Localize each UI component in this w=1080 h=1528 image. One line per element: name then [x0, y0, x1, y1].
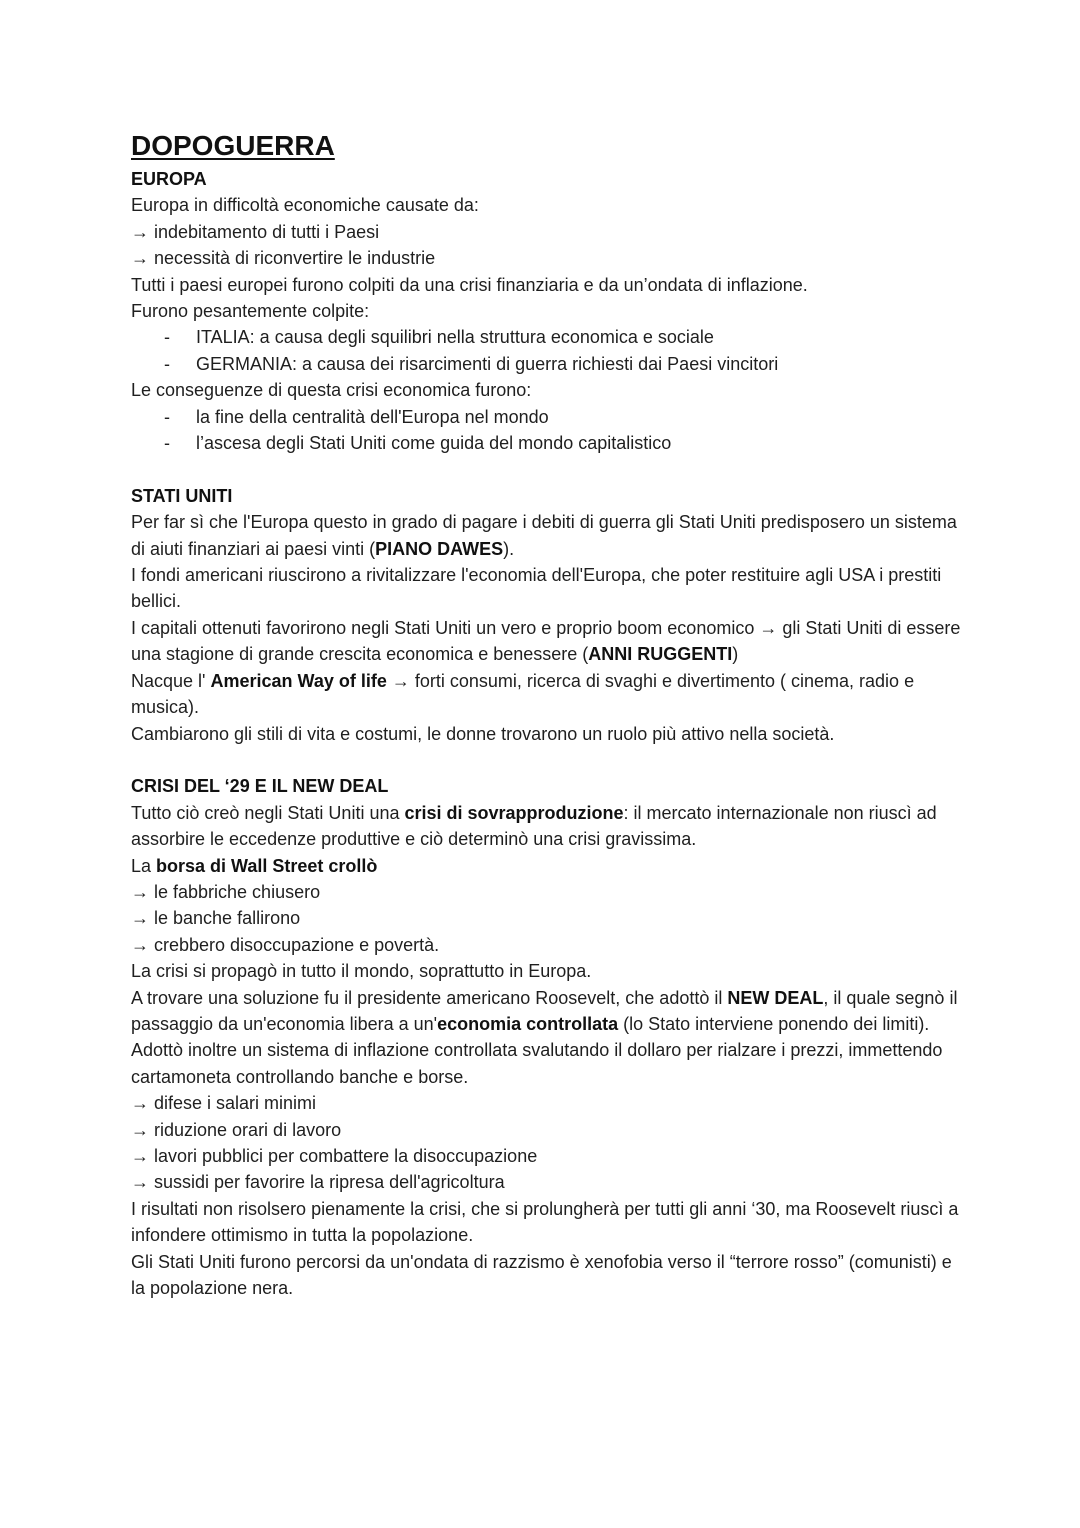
crisi-effect-1: → le fabbriche chiusero — [131, 881, 321, 902]
stati-uniti-paragraph-1: Per far sì che l'Europa questo in grado di pagare i debiti di guerra gli Stati Uniti predisposero un sistema di aiuti finanziari ai paesi vinti (PIANO DAWES). — [131, 512, 957, 559]
new-deal-bold: NEW DEAL — [727, 987, 824, 1008]
piano-dawes-bold: PIANO DAWES — [375, 538, 504, 559]
crisi-effect-2: → le banche fallirono — [131, 908, 301, 929]
bullet-dash: - — [164, 433, 170, 454]
europa-hit-text-1: ITALIA: a causa degli squilibri nella struttura economica e sociale — [196, 327, 714, 348]
crisi-measure-3: → lavori pubblici per combattere la disoccupazione — [131, 1146, 538, 1166]
sovrapproduzione-bold: crisi di sovrapproduzione — [404, 802, 624, 823]
american-way-bold: American Way of life — [210, 670, 387, 691]
stati-uniti-paragraph-4: Nacque l' American Way of life → forti consumi, ricerca di svaghi e divertimento ( cinema, radio e musica). — [131, 670, 915, 718]
crisi-effect-3: → crebbero disoccupazione e povertà. — [131, 934, 440, 955]
europa-intro: Europa in difficoltà economiche causate da: — [131, 195, 479, 216]
europa-crisis: Tutti i paesi europei furono colpiti da una crisi finanziaria e da un’ondata di inflazione. — [131, 274, 808, 295]
crisi-paragraph-7: Gli Stati Uniti furono percorsi da un'ondata di razzismo è xenofobia verso il “terrore rosso” (comunisti) e la popolazione nera. — [131, 1251, 952, 1299]
stati-uniti-paragraph-5: Cambiarono gli stili di vita e costumi, le donne trovarono un ruolo più attivo nella società. — [131, 723, 835, 744]
stati-uniti-paragraph-2: I fondi americani riuscirono a rivitalizzare l'economia dell'Europa, che poter restituire agli USA i prestiti bellici. — [131, 565, 942, 612]
europa-hit-item-2 — [131, 351, 961, 377]
page-title: DOPOGUERRA — [131, 130, 335, 161]
economia-controllata-bold: economia controllata — [437, 1013, 619, 1034]
europa-consequence-item-2 — [131, 430, 961, 456]
section-heading-crisi: CRISI DEL ‘29 E IL NEW DEAL — [131, 776, 389, 797]
anni-ruggenti-bold: ANNI RUGGENTI — [588, 644, 733, 665]
europa-cause-2: → necessità di riconvertire le industrie — [131, 248, 436, 269]
section-gap — [131, 747, 961, 773]
bullet-dash: - — [164, 406, 170, 427]
crisi-measure-2: → riduzione orari di lavoro — [131, 1119, 342, 1140]
crisi-measure-4: → sussidi per favorire la ripresa dell'agricoltura — [131, 1172, 505, 1193]
wall-street-bold: borsa di Wall Street crollò — [156, 855, 378, 876]
europa-hit-intro: Furono pesantemente colpite: — [131, 301, 370, 322]
europa-consequence-item-1 — [131, 404, 961, 430]
europa-hit-text-2: GERMANIA: a causa dei risarcimenti di guerra richiesti dai Paesi vincitori — [196, 353, 779, 374]
bullet-dash: - — [164, 327, 170, 348]
europa-consequences-intro: Le conseguenze di questa crisi economica furono: — [131, 380, 532, 401]
europa-cause-1: → indebitamento di tutti i Paesi — [131, 221, 380, 242]
stati-uniti-paragraph-3: I capitali ottenuti favorirono negli Stati Uniti un vero e proprio boom economico → gli Stati Uniti di essere una stagione di grande crescita economica e benessere (ANNI RUGGENTI) — [131, 617, 961, 665]
crisi-measure-1: → difese i salari minimi — [131, 1093, 317, 1114]
crisi-paragraph-6: I risultati non risolsero pienamente la crisi, che si prolungherà per tutti gli anni ‘30, ma Roosevelt riuscì a infondere ottimismo in tutta la popolazione. — [131, 1198, 959, 1246]
europa-consequence-text-1: la fine della centralità dell'Europa nel mondo — [196, 406, 549, 427]
section-heading-stati-uniti: STATI UNITI — [131, 485, 233, 506]
document-page — [131, 128, 961, 1301]
section-gap — [131, 456, 961, 482]
crisi-paragraph-5: Adottò inoltre un sistema di inflazione controllata svalutando il dollaro per rialzare i prezzi, immettendo cartamoneta controllando banche e borse. — [131, 1040, 943, 1087]
bullet-dash: - — [164, 353, 170, 374]
section-heading-europa: EUROPA — [131, 169, 207, 189]
crisi-paragraph-1: Tutto ciò creò negli Stati Uniti una crisi di sovrapproduzione: il mercato internazionale non riuscì ad assorbire le eccedenze produttive e ciò determinò una crisi gravissima. — [131, 802, 937, 850]
europa-hit-item-1 — [131, 324, 961, 350]
europa-consequence-text-2: l’ascesa degli Stati Uniti come guida del mondo capitalistico — [196, 433, 672, 454]
crisi-paragraph-4: A trovare una soluzione fu il presidente americano Roosevelt, che adottò il NEW DEAL, il quale segnò il passaggio da un'economia libera a un'economia controllata (lo Stato interviene ponendo dei limiti). — [131, 987, 958, 1034]
crisi-paragraph-3: La crisi si propagò in tutto il mondo, soprattutto in Europa. — [131, 961, 592, 982]
crisi-paragraph-2: La borsa di Wall Street crollò — [131, 855, 378, 876]
